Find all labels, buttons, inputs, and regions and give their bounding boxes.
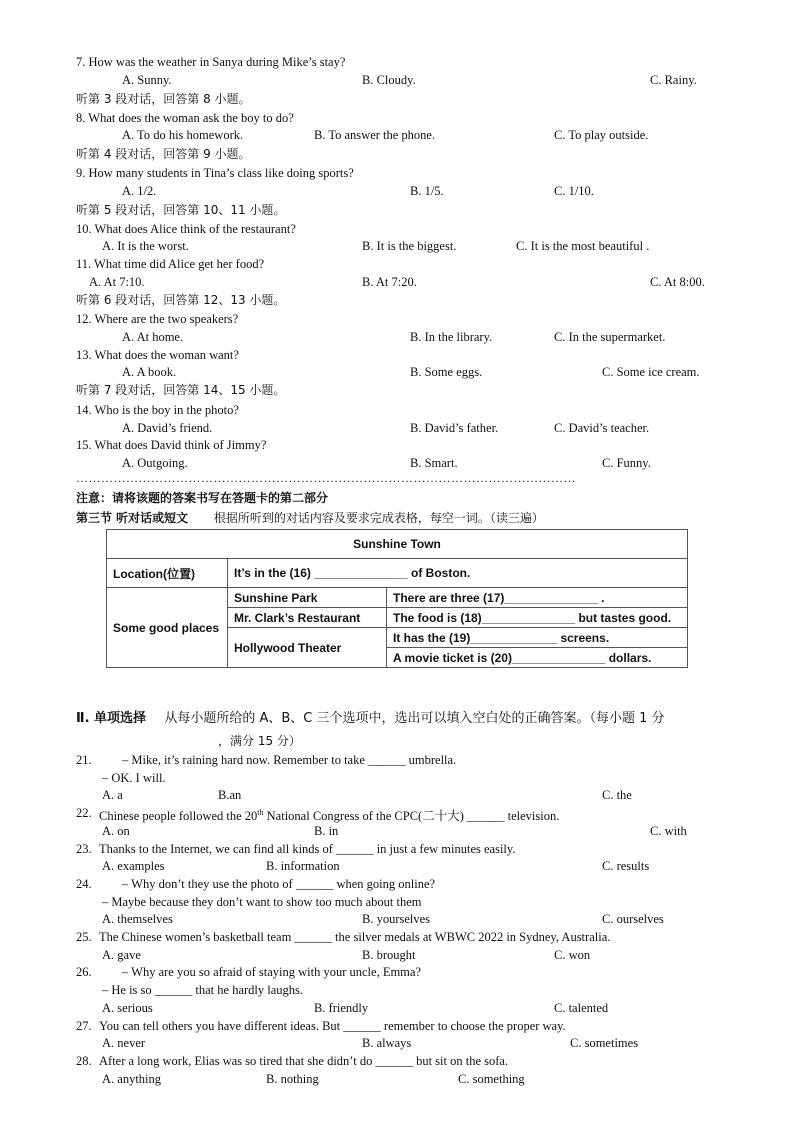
option-a: A. on	[102, 824, 130, 838]
option-a: A. gave	[102, 948, 141, 962]
option-b: B. information	[266, 859, 340, 873]
listening-instruction: 听第 7 段对话，回答第 14、15 小题。	[76, 383, 286, 397]
dialogue-line: – Maybe because they don’t want to show too much about them	[102, 895, 422, 909]
option-c: C. sometimes	[570, 1036, 639, 1050]
option-c: C. Rainy.	[650, 73, 697, 87]
option-c: C. David’s teacher.	[554, 421, 650, 435]
option-a: A. Sunny.	[122, 73, 172, 87]
question-11: 11. What time did Alice get her food?	[76, 257, 265, 271]
option-b: B. in	[314, 824, 339, 838]
option-a: A. David’s friend.	[122, 421, 213, 435]
option-a: A. never	[102, 1036, 146, 1050]
question-number: 28.	[76, 1054, 92, 1068]
superscript: th	[257, 808, 264, 817]
place-info: A movie ticket is (20)______________ dollars.	[387, 648, 688, 668]
sunshine-town-table	[106, 529, 688, 668]
question-14: 14. Who is the boy in the photo?	[76, 403, 239, 417]
question-27: You can tell others you have different ideas. But ______ remember to choose the proper way.	[99, 1019, 566, 1033]
option-c: C. results	[602, 859, 650, 873]
option-c: C. something	[458, 1072, 525, 1086]
option-b: B. At 7:20.	[362, 275, 417, 289]
option-b: B. David’s father.	[410, 421, 499, 435]
option-b: B. nothing	[266, 1072, 319, 1086]
question-26: – Why are you so afraid of staying with your uncle, Emma?	[122, 965, 421, 979]
part-2-heading: Ⅱ. 单项选择	[76, 711, 147, 726]
dotted-separator: …………………………………………………………………………………………………………	[76, 471, 576, 485]
answer-note: 注意：请将该题的答案书写在答题卡的第二部分	[76, 491, 329, 505]
part-2-instruction: 从每小题所给的 A、B、C 三个选项中，选出可以填入空白处的正确答案。（每小题 1 分	[164, 711, 665, 726]
question-10: 10. What does Alice think of the restaurant?	[76, 222, 296, 236]
option-c: C. the	[602, 788, 632, 802]
option-b: B. Some eggs.	[410, 365, 483, 379]
option-c: C. Funny.	[602, 456, 651, 470]
place-info: The food is (18)______________ but tastes good.	[387, 608, 688, 628]
option-a: A. Outgoing.	[122, 456, 188, 470]
question-number: 23.	[76, 842, 92, 856]
place-info: It has the (19)_____________ screens.	[387, 628, 688, 648]
option-a: A. examples	[102, 859, 165, 873]
option-b: B. Smart.	[410, 456, 458, 470]
option-a: A. serious	[102, 1001, 153, 1015]
part-2-heading-line	[76, 711, 665, 727]
option-c: C. Some ice cream.	[602, 365, 700, 379]
option-c: C. It is the most beautiful .	[516, 239, 650, 253]
question-21: – Mike, it’s raining hard now. Remember to take ______ umbrella.	[122, 753, 457, 767]
option-c: C. talented	[554, 1001, 609, 1015]
option-a: A. 1/2.	[122, 184, 157, 198]
listening-instruction: 听第 6 段对话，回答第 12、13 小题。	[76, 293, 286, 307]
option-c: C. with	[650, 824, 687, 838]
question-number: 22.	[76, 806, 92, 820]
question-12: 12. Where are the two speakers?	[76, 312, 239, 326]
option-b: B. In the library.	[410, 330, 493, 344]
location-label: Location(位置)	[107, 559, 228, 588]
option-b: B. It is the biggest.	[362, 239, 457, 253]
option-a: A. At 7:10.	[89, 275, 145, 289]
listening-instruction: 听第 4 段对话，回答第 9 小题。	[76, 147, 251, 161]
part-2-instruction-cont: ，满分 15 分）	[218, 734, 301, 748]
section-3-description: 根据所听到的对话内容及要求完成表格，每空一词。（读三遍）	[213, 511, 544, 525]
question-25: The Chinese women’s basketball team ______ the silver medals at WBWC 2022 in Sydney, Australia.	[99, 930, 611, 944]
option-b: B. To answer the phone.	[314, 128, 436, 142]
option-a: A. themselves	[102, 912, 173, 926]
option-a: A. At home.	[122, 330, 184, 344]
option-b: B. friendly	[314, 1001, 369, 1015]
question-7: 7. How was the weather in Sanya during Mike’s stay?	[76, 55, 346, 69]
place-name: Sunshine Park	[228, 588, 387, 608]
option-b: B. Cloudy.	[362, 73, 416, 87]
question-number: 21.	[76, 753, 92, 767]
listening-instruction: 听第 5 段对话，回答第 10、11 小题。	[76, 203, 286, 217]
table-header: Sunshine Town	[107, 530, 688, 559]
option-c: C. won	[554, 948, 591, 962]
option-a: A. It is the worst.	[102, 239, 189, 253]
question-number: 25.	[76, 930, 92, 944]
question-23: Thanks to the Internet, we can find all kinds of ______ in just a few minutes easily.	[99, 842, 516, 856]
question-number: 27.	[76, 1019, 92, 1033]
question-15: 15. What does David think of Jimmy?	[76, 438, 267, 452]
question-number: 26.	[76, 965, 92, 979]
question-22	[99, 805, 559, 824]
option-a: A. anything	[102, 1072, 162, 1086]
option-c: C. In the supermarket.	[554, 330, 666, 344]
location-text: It’s in the (16) ______________ of Boston.	[228, 559, 688, 588]
section-3-title: 第三节 听对话或短文	[76, 511, 189, 525]
place-info: There are three (17)______________ .	[387, 588, 688, 608]
option-b: B. always	[362, 1036, 412, 1050]
question-22-text: Chinese people followed the 20	[99, 809, 258, 824]
question-24: – Why don’t they use the photo of ______ when going online?	[122, 877, 436, 891]
option-b: B.an	[218, 788, 242, 802]
question-8: 8. What does the woman ask the boy to do?	[76, 111, 294, 125]
option-c: C. 1/10.	[554, 184, 594, 198]
option-b: B. 1/5.	[410, 184, 444, 198]
question-13: 13. What does the woman want?	[76, 348, 239, 362]
place-name: Hollywood Theater	[228, 628, 387, 668]
place-name: Mr. Clark’s Restaurant	[228, 608, 387, 628]
option-a: A. A book.	[122, 365, 177, 379]
dialogue-line: – He is so ______ that he hardly laughs.	[102, 983, 304, 997]
option-c: C. At 8:00.	[650, 275, 705, 289]
option-c: C. ourselves	[602, 912, 664, 926]
question-22-text-cont: National Congress of the CPC(二十大) ______ television.	[263, 809, 560, 824]
section-3-heading	[76, 510, 544, 526]
option-b: B. brought	[362, 948, 416, 962]
dialogue-line: – OK. I will.	[102, 771, 166, 785]
question-9: 9. How many students in Tina’s class like doing sports?	[76, 166, 354, 180]
option-a: A. To do his homework.	[122, 128, 244, 142]
places-label: Some good places	[107, 588, 228, 668]
question-number: 24.	[76, 877, 92, 891]
option-c: C. To play outside.	[554, 128, 649, 142]
question-28: After a long work, Elias was so tired that she didn’t do ______ but sit on the sofa.	[99, 1054, 509, 1068]
listening-instruction: 听第 3 段对话，回答第 8 小题。	[76, 92, 251, 106]
option-a: A. a	[102, 788, 123, 802]
option-b: B. yourselves	[362, 912, 431, 926]
